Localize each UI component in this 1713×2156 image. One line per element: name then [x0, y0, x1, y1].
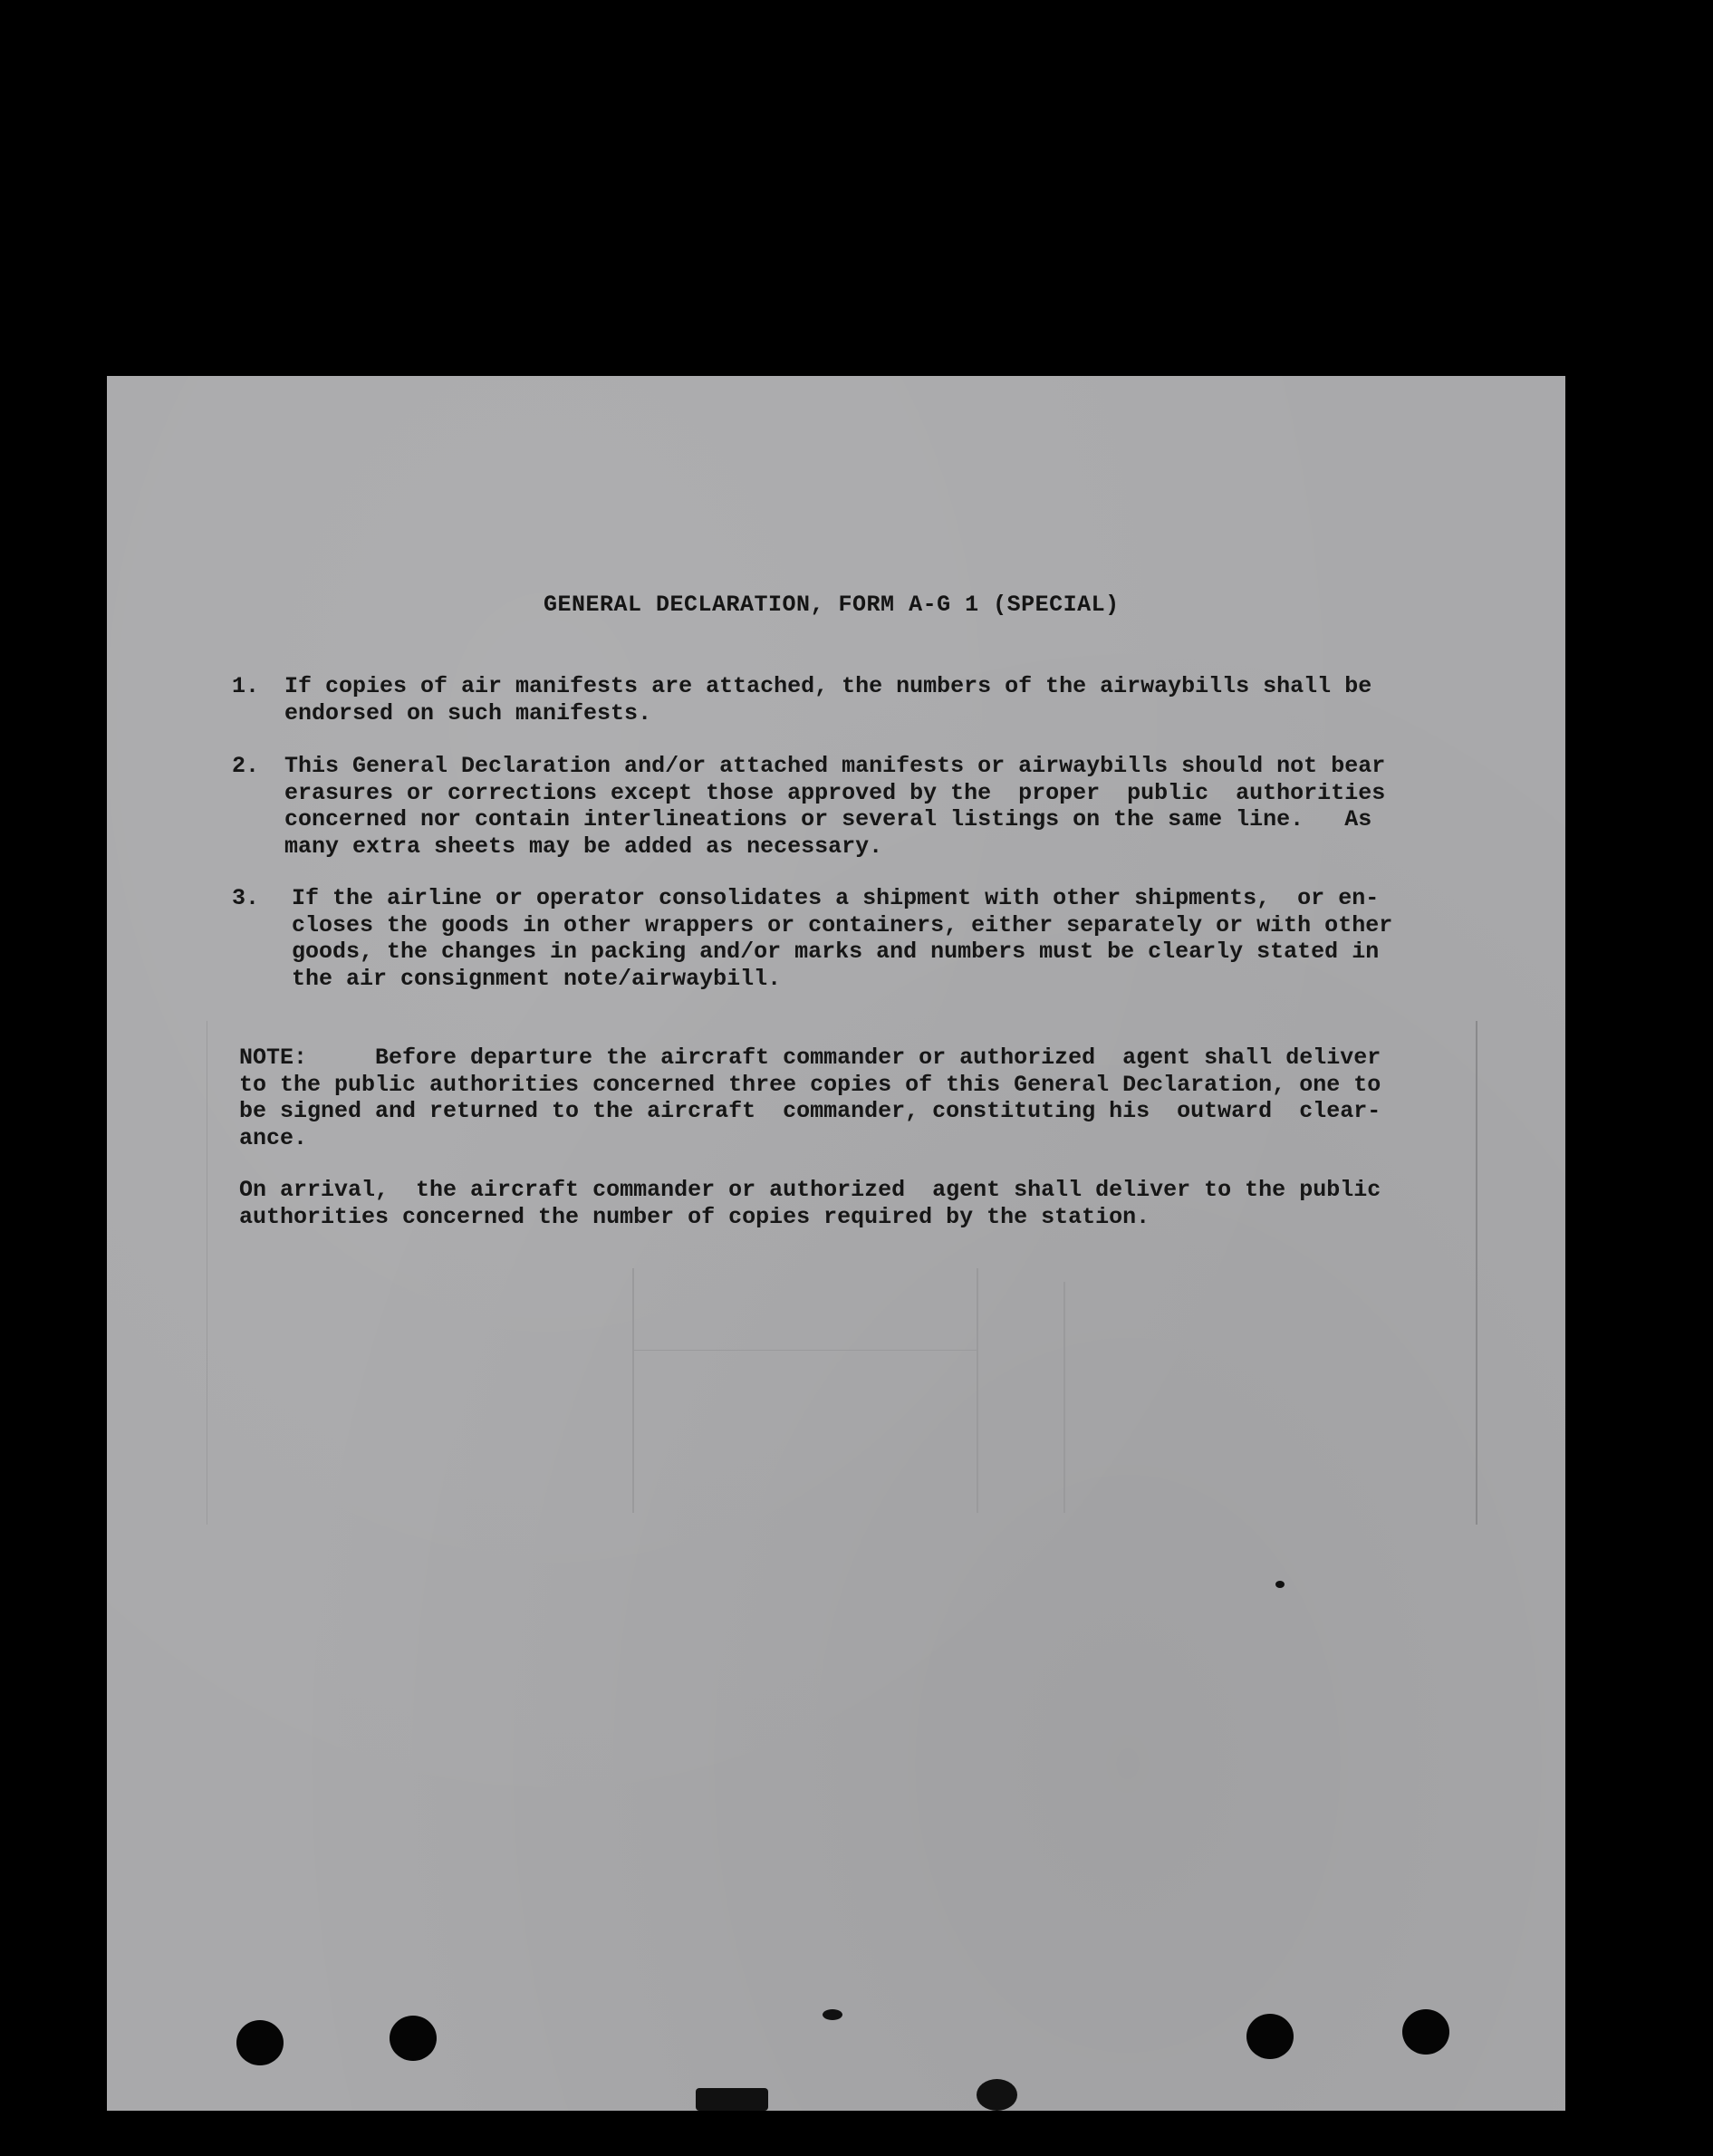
item-number: 1. [232, 673, 260, 699]
item-number: 2. [232, 753, 260, 779]
bleed-through-line [632, 1350, 977, 1351]
item-text: This General Declaration and/or attached manifests or airwaybills should not bear erasures or corrections except those approved by the proper public authorities concerned nor contain interlineations or several listings on the same line. As many extra sheets may be added as necessary. [284, 753, 1386, 860]
item-text: If copies of air manifests are attached, the numbers of the airwaybills shall be endorsed on such manifests. [284, 673, 1372, 727]
bleed-through-line [632, 1268, 634, 1513]
ink-speck [1275, 1581, 1285, 1588]
document-page [107, 376, 1565, 2111]
item-number: 3. [232, 885, 260, 911]
punch-hole [1246, 2014, 1294, 2059]
bleed-through-line [1063, 1282, 1065, 1513]
ink-speck [696, 2088, 768, 2111]
instruction-item [232, 885, 1536, 992]
ink-speck [977, 2079, 1017, 2111]
instruction-item [232, 673, 1536, 727]
document-title: GENERAL DECLARATION, FORM A-G 1 (SPECIAL) [544, 592, 1120, 618]
bleed-through-line [977, 1268, 978, 1513]
note-paragraph: NOTE: Before departure the aircraft commander or authorized agent shall deliver to the public authorities concerned three copies of this General Declaration, one to be signed and returned to the aircraft commander, constituting his outward clear- ance. [239, 1044, 1381, 1151]
instruction-item [232, 753, 1536, 860]
punch-hole [1402, 2009, 1449, 2055]
ink-speck [823, 2009, 842, 2020]
arrival-paragraph: On arrival, the aircraft commander or authorized agent shall deliver to the public authorities concerned the number of copies required by the station. [239, 1177, 1381, 1230]
punch-hole [390, 2016, 437, 2061]
punch-hole [236, 2020, 284, 2065]
item-text: If the airline or operator consolidates a shipment with other shipments, or en- closes the goods in other wrappers or containers, either separately or with other goods, the changes in packing and/or marks and numbers must be clearly stated in the air consignment note/airwaybill. [292, 885, 1393, 992]
